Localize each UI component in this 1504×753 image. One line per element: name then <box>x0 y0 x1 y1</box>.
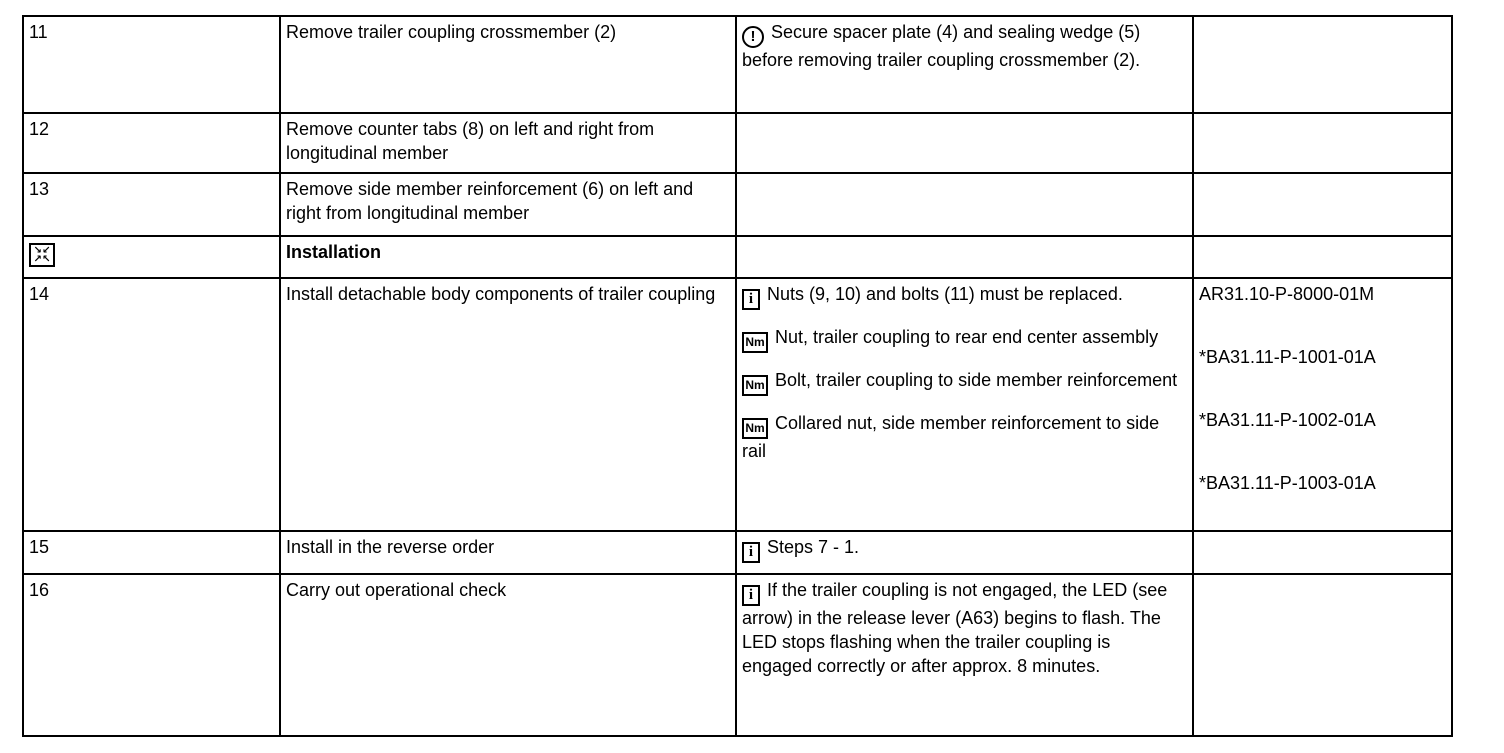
table-row-step-11 <box>23 16 1452 113</box>
table-row-step-13 <box>23 173 1452 236</box>
step-number: 14 <box>29 284 50 304</box>
ref-code: *BA31.11-P-1001-01A <box>1199 347 1376 367</box>
notes-cell <box>736 236 1193 278</box>
note-text: Nuts (9, 10) and bolts (11) must be replaced. <box>767 284 1123 304</box>
task-text: Install detachable body components of trailer coupling <box>286 284 716 304</box>
note-text: Steps 7 - 1. <box>767 537 860 557</box>
notes-cell <box>736 574 1193 736</box>
section-row-installation <box>23 236 1452 278</box>
note <box>742 325 1185 353</box>
note <box>742 20 1185 72</box>
note-text: If the trailer coupling is not engaged, the LED (see arrow) in the release lever (A63) begins to flash. The LED stops flashing when the trailer coupling is engaged correctly or after approx. 8 minutes. <box>742 580 1168 676</box>
notes-cell <box>736 531 1193 574</box>
step-number: 12 <box>29 119 50 139</box>
task-cell <box>280 531 736 574</box>
task-text: Install in the reverse order <box>286 537 495 557</box>
refs-cell <box>1193 278 1452 531</box>
task-text: Remove trailer coupling crossmember (2) <box>286 22 617 42</box>
step-number: 11 <box>29 22 48 42</box>
procedure-table <box>22 15 1453 737</box>
note-text: Secure spacer plate (4) and sealing wedge (5) before removing trailer coupling crossmember (2). <box>742 22 1141 70</box>
info-icon: i <box>742 585 760 606</box>
step-number: 13 <box>29 179 50 199</box>
task-cell <box>280 278 736 531</box>
installation-icon: ↘↙ ↗↖ <box>29 243 55 267</box>
note <box>742 578 1185 678</box>
ref-code: AR31.10-P-8000-01M <box>1199 284 1375 304</box>
step-cell <box>23 574 280 736</box>
task-text: Remove side member reinforcement (6) on left and right from longitudinal member <box>286 179 694 223</box>
section-title: Installation <box>286 242 382 262</box>
note <box>742 368 1185 396</box>
step-number: 15 <box>29 537 50 557</box>
task-text: Remove counter tabs (8) on left and right from longitudinal member <box>286 119 655 163</box>
info-icon: i <box>742 289 760 310</box>
notes-cell <box>736 16 1193 113</box>
refs-cell <box>1193 574 1452 736</box>
refs-cell <box>1193 113 1452 173</box>
note <box>742 282 1185 310</box>
note-text: Bolt, trailer coupling to side member reinforcement <box>775 370 1178 390</box>
step-cell <box>23 16 280 113</box>
info-icon: i <box>742 542 760 563</box>
notes-cell <box>736 278 1193 531</box>
table-row-step-15 <box>23 531 1452 574</box>
task-cell <box>280 236 736 278</box>
table-row-step-14 <box>23 278 1452 531</box>
task-cell <box>280 16 736 113</box>
notes-cell <box>736 113 1193 173</box>
note-text: Nut, trailer coupling to rear end center assembly <box>775 327 1159 347</box>
note <box>742 411 1185 463</box>
task-cell <box>280 113 736 173</box>
step-cell <box>23 236 280 278</box>
step-number: 16 <box>29 580 50 600</box>
step-cell <box>23 278 280 531</box>
refs-cell <box>1193 236 1452 278</box>
torque-icon: Nm <box>742 332 768 353</box>
notes-cell <box>736 173 1193 236</box>
step-cell <box>23 173 280 236</box>
refs-cell <box>1193 173 1452 236</box>
refs-cell <box>1193 16 1452 113</box>
step-cell <box>23 113 280 173</box>
ref-code: *BA31.11-P-1002-01A <box>1199 410 1376 430</box>
task-cell <box>280 173 736 236</box>
note-text: Collared nut, side member reinforcement to side rail <box>742 413 1160 461</box>
refs-cell <box>1193 531 1452 574</box>
task-cell <box>280 574 736 736</box>
ref-code: *BA31.11-P-1003-01A <box>1199 473 1376 493</box>
task-text: Carry out operational check <box>286 580 507 600</box>
note <box>742 535 1185 563</box>
attention-icon: ! <box>742 26 764 48</box>
step-cell <box>23 531 280 574</box>
torque-icon: Nm <box>742 375 768 396</box>
table-row-step-12 <box>23 113 1452 173</box>
table-row-step-16 <box>23 574 1452 736</box>
torque-icon: Nm <box>742 418 768 439</box>
